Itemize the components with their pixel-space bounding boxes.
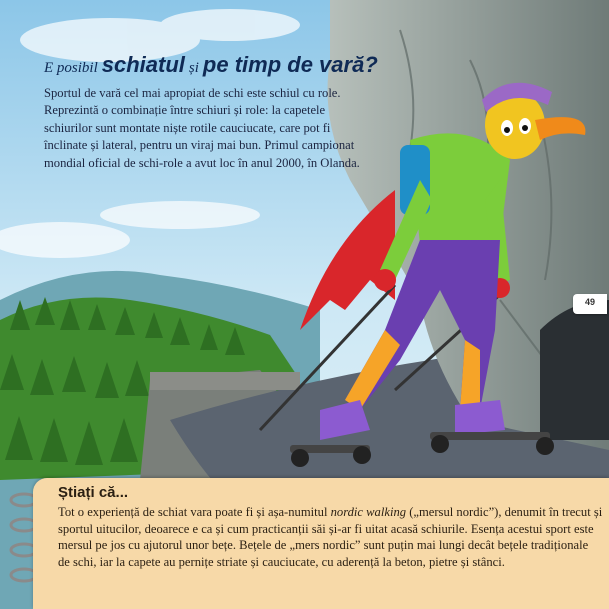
title-conjunction: și <box>188 60 199 76</box>
note-text-part2: („mersul nordic”), denumit în trecut și sportul uitucilor, deoarece e ca și cum practicanții săi și-ar fi uitat acasă schiurile. Esența acestui sport este mersul pe jos cu ajutorul unor bețe. Bețele de „mers nordic” sunt puțin mai lungi decât bețele tradiționale de schi, iar la capete au pernițe striate și cauciucate, cu aderență la beton, pietre și stânci. <box>58 505 603 569</box>
boot-right <box>455 400 505 435</box>
title-rest: pe timp de vară? <box>202 52 378 77</box>
note-text <box>58 504 603 570</box>
note-text-part1: Tot o experiență de schiat vara poate fi și așa-numitul <box>58 505 331 519</box>
title-prefix: E posibil <box>44 60 98 76</box>
intro-paragraph: Sportul de vară cel mai apropiat de schi este schiul cu role. Reprezintă o combinație între schiuri și role: la capetele schiurilor sunt montate niște rotile cauciucate, care pot fi înclinate și lateral, pentru un viraj mai bun. Primul campionat mondial oficial de schi-role a avut loc în anul 2000, în Olanda. <box>44 86 360 170</box>
note-title: Știați că... <box>58 484 129 501</box>
page-title <box>44 52 384 78</box>
note-italic-term: nordic walking <box>330 505 407 519</box>
page-number: 49 <box>584 297 595 307</box>
stone-wall <box>150 372 300 390</box>
roller-ski-right <box>430 432 550 440</box>
tunnel <box>540 300 609 440</box>
title-word: schiatul <box>101 52 185 77</box>
page-number-badge <box>573 294 607 314</box>
